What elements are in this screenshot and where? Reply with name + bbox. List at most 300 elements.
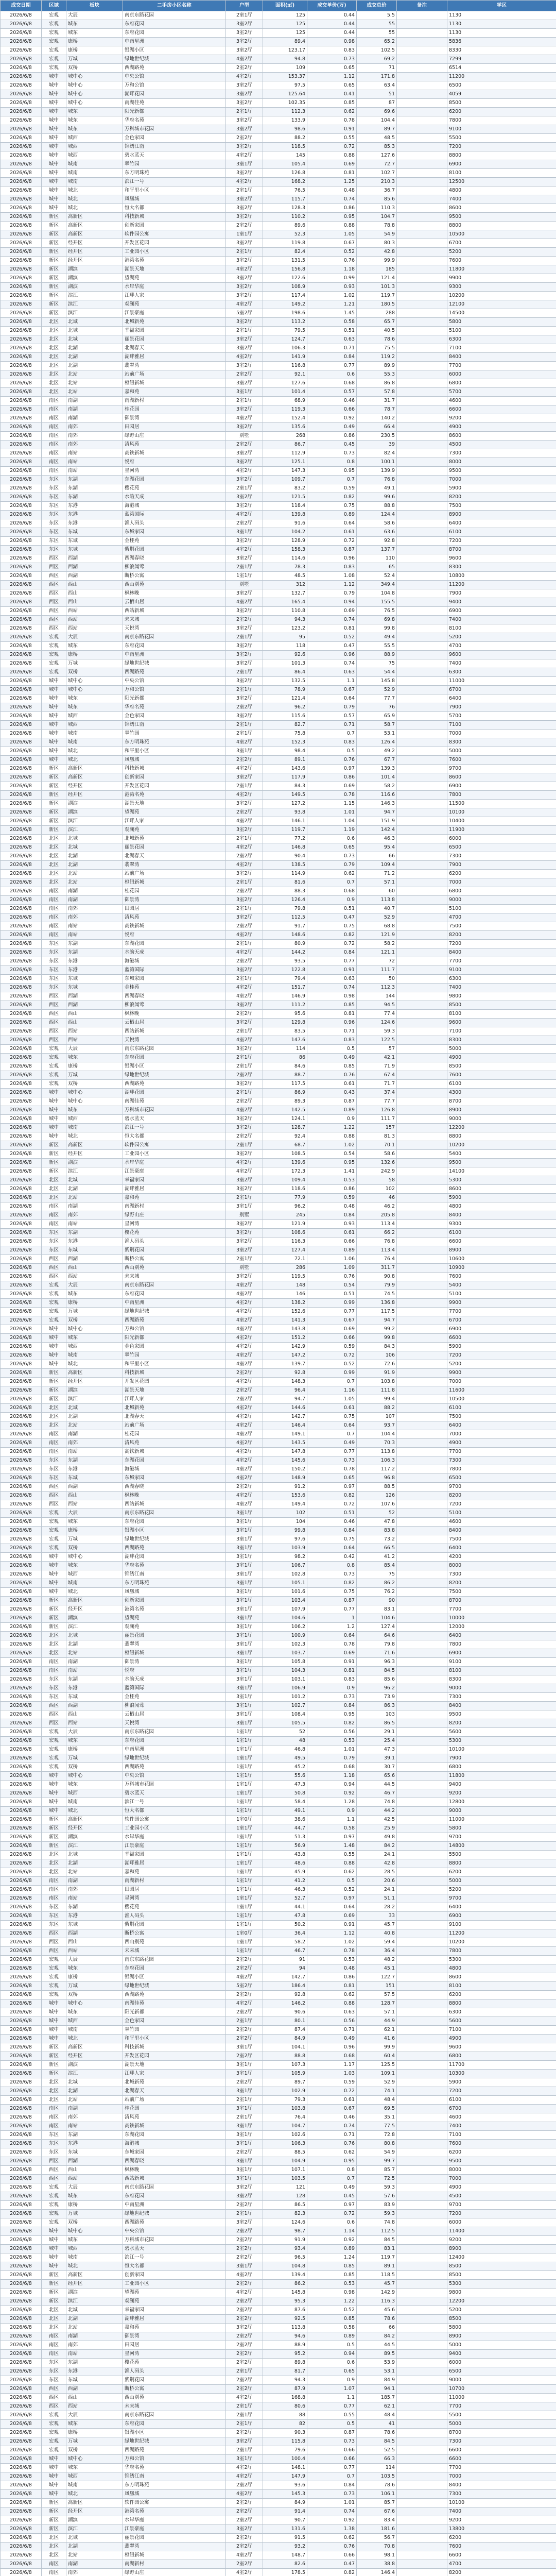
table-row[interactable] [1,493,556,502]
table-row[interactable] [1,1868,556,1877]
table-row[interactable] [1,1535,556,1544]
table-row[interactable] [1,2280,556,2289]
table-row[interactable] [1,1649,556,1658]
table-row[interactable] [1,2183,556,2192]
table-row[interactable] [1,1036,556,1045]
table-row[interactable] [1,808,556,817]
table-row[interactable] [1,651,556,659]
table-row[interactable] [1,712,556,721]
table-row[interactable] [1,2376,556,2385]
table-row[interactable] [1,1667,556,1675]
table-row[interactable] [1,1080,556,1089]
table-row[interactable] [1,1842,556,1851]
table-row[interactable] [1,467,556,476]
header-total-price[interactable]: 成交总价 [357,1,397,11]
table-row[interactable] [1,2253,556,2262]
table-row[interactable] [1,659,556,668]
table-row[interactable] [1,1124,556,1132]
table-row[interactable] [1,826,556,835]
table-row[interactable] [1,458,556,467]
table-row[interactable] [1,1991,556,1999]
table-row[interactable] [1,2446,556,2455]
table-row[interactable] [1,2367,556,2376]
table-row[interactable] [1,1859,556,1868]
table-row[interactable] [1,1325,556,1334]
table-row[interactable] [1,1141,556,1150]
table-row[interactable] [1,2061,556,2070]
table-row[interactable] [1,835,556,843]
table-row[interactable] [1,738,556,747]
table-row[interactable] [1,2271,556,2280]
table-row[interactable] [1,1229,556,1238]
table-row[interactable] [1,1956,556,1964]
table-row[interactable] [1,1255,556,1264]
table-row[interactable] [1,1693,556,1702]
table-row[interactable] [1,1894,556,1903]
header-note[interactable]: 备注 [397,1,447,11]
table-row[interactable] [1,2096,556,2105]
table-row[interactable] [1,230,556,239]
table-row[interactable] [1,1798,556,1807]
table-row[interactable] [1,703,556,712]
table-row[interactable] [1,292,556,300]
table-row[interactable] [1,11,556,20]
table-row[interactable] [1,1851,556,1859]
table-row[interactable] [1,1273,556,1281]
table-row[interactable] [1,1115,556,1124]
table-row[interactable] [1,2017,556,2026]
table-row[interactable] [1,187,556,195]
table-row[interactable] [1,922,556,931]
table-row[interactable] [1,1369,556,1378]
table-row[interactable] [1,1439,556,1448]
table-row[interactable] [1,1605,556,1614]
table-row[interactable] [1,2175,556,2183]
table-row[interactable] [1,1816,556,1824]
table-row[interactable] [1,108,556,116]
table-row[interactable] [1,2236,556,2245]
table-row[interactable] [1,73,556,81]
table-row[interactable] [1,2201,556,2210]
table-row[interactable] [1,213,556,222]
table-row[interactable] [1,1211,556,1220]
table-row[interactable] [1,1019,556,1027]
table-row[interactable] [1,563,556,572]
header-area[interactable]: 面积(㎡) [263,1,307,11]
table-row[interactable] [1,1964,556,1973]
table-row[interactable] [1,222,556,230]
table-row[interactable] [1,1632,556,1640]
table-row[interactable] [1,1027,556,1036]
table-row[interactable] [1,1675,556,1684]
table-row[interactable] [1,1264,556,1273]
table-row[interactable] [1,414,556,423]
table-row[interactable] [1,686,556,694]
table-row[interactable] [1,1132,556,1141]
table-row[interactable] [1,765,556,773]
table-row[interactable] [1,327,556,335]
header-date[interactable]: 成交日期 [1,1,42,11]
table-row[interactable] [1,1623,556,1632]
table-row[interactable] [1,887,556,896]
table-row[interactable] [1,432,556,440]
table-row[interactable] [1,125,556,134]
table-row[interactable] [1,1833,556,1842]
table-row[interactable] [1,931,556,940]
table-row[interactable] [1,1553,556,1562]
table-row[interactable] [1,1456,556,1465]
table-row[interactable] [1,1045,556,1054]
table-row[interactable] [1,1745,556,1754]
table-row[interactable] [1,870,556,878]
table-row[interactable] [1,2420,556,2429]
table-row[interactable] [1,1106,556,1115]
table-row[interactable] [1,984,556,992]
table-row[interactable] [1,800,556,808]
table-row[interactable] [1,791,556,800]
table-row[interactable] [1,2560,556,2569]
table-row[interactable] [1,2157,556,2166]
table-row[interactable] [1,2245,556,2253]
table-row[interactable] [1,2043,556,2052]
table-row[interactable] [1,1728,556,1737]
table-row[interactable] [1,2078,556,2087]
table-row[interactable] [1,633,556,642]
table-row[interactable] [1,528,556,537]
table-row[interactable] [1,151,556,160]
table-row[interactable] [1,1351,556,1360]
table-row[interactable] [1,29,556,38]
table-row[interactable] [1,476,556,484]
table-row[interactable] [1,1465,556,1474]
table-row[interactable] [1,1500,556,1509]
table-row[interactable] [1,1947,556,1956]
table-row[interactable] [1,2332,556,2341]
table-row[interactable] [1,1886,556,1894]
table-row[interactable] [1,379,556,388]
table-row[interactable] [1,1343,556,1351]
table-row[interactable] [1,607,556,616]
table-row[interactable] [1,1719,556,1728]
table-row[interactable] [1,2385,556,2394]
table-row[interactable] [1,2315,556,2324]
table-row[interactable] [1,913,556,922]
table-row[interactable] [1,1010,556,1019]
table-row[interactable] [1,1518,556,1527]
table-row[interactable] [1,2569,556,2576]
table-row[interactable] [1,773,556,782]
table-row[interactable] [1,1238,556,1246]
table-row[interactable] [1,2227,556,2236]
table-row[interactable] [1,20,556,29]
table-row[interactable] [1,1824,556,1833]
table-row[interactable] [1,1448,556,1456]
table-row[interactable] [1,1544,556,1553]
table-row[interactable] [1,2525,556,2534]
table-row[interactable] [1,948,556,957]
table-row[interactable] [1,1167,556,1176]
table-row[interactable] [1,1973,556,1982]
header-block[interactable]: 板块 [66,1,123,11]
table-row[interactable] [1,362,556,370]
table-row[interactable] [1,2148,556,2157]
table-row[interactable] [1,2464,556,2472]
table-row[interactable] [1,169,556,178]
table-row[interactable] [1,2455,556,2464]
table-row[interactable] [1,2359,556,2367]
table-row[interactable] [1,2113,556,2122]
table-row[interactable] [1,2218,556,2227]
table-row[interactable] [1,265,556,274]
table-row[interactable] [1,1308,556,1316]
table-row[interactable] [1,2551,556,2560]
table-row[interactable] [1,756,556,765]
table-row[interactable] [1,1194,556,1202]
table-row[interactable] [1,1404,556,1413]
table-row[interactable] [1,160,556,169]
table-row[interactable] [1,1807,556,1816]
header-layout[interactable]: 户型 [226,1,263,11]
table-row[interactable] [1,1982,556,1991]
table-row[interactable] [1,397,556,405]
table-row[interactable] [1,2122,556,2131]
table-row[interactable] [1,1562,556,1570]
table-row[interactable] [1,1220,556,1229]
table-row[interactable] [1,1938,556,1947]
table-row[interactable] [1,1492,556,1500]
table-row[interactable] [1,2534,556,2543]
header-community[interactable]: 二手房小区名称 [123,1,226,11]
table-row[interactable] [1,423,556,432]
table-row[interactable] [1,668,556,677]
table-row[interactable] [1,353,556,362]
table-row[interactable] [1,992,556,1001]
table-row[interactable] [1,2350,556,2359]
table-row[interactable] [1,624,556,633]
table-row[interactable] [1,1159,556,1167]
table-row[interactable] [1,554,556,563]
table-row[interactable] [1,1202,556,1211]
table-row[interactable] [1,878,556,887]
table-row[interactable] [1,2140,556,2148]
table-row[interactable] [1,2008,556,2017]
table-row[interactable] [1,300,556,309]
table-row[interactable] [1,2035,556,2043]
table-row[interactable] [1,318,556,327]
table-row[interactable] [1,2499,556,2507]
table-row[interactable] [1,782,556,791]
table-row[interactable] [1,1483,556,1492]
table-row[interactable] [1,195,556,204]
table-row[interactable] [1,1710,556,1719]
table-row[interactable] [1,204,556,213]
table-row[interactable] [1,1509,556,1518]
table-row[interactable] [1,519,556,528]
table-row[interactable] [1,143,556,151]
table-row[interactable] [1,440,556,449]
table-row[interactable] [1,2289,556,2297]
table-row[interactable] [1,2402,556,2411]
table-row[interactable] [1,239,556,248]
table-row[interactable] [1,99,556,108]
table-row[interactable] [1,2490,556,2499]
table-row[interactable] [1,2394,556,2402]
table-row[interactable] [1,1421,556,1430]
table-row[interactable] [1,852,556,861]
table-row[interactable] [1,546,556,554]
table-row[interactable] [1,1474,556,1483]
table-row[interactable] [1,1386,556,1395]
table-row[interactable] [1,572,556,581]
table-row[interactable] [1,2481,556,2490]
table-row[interactable] [1,178,556,187]
table-row[interactable] [1,2070,556,2078]
table-row[interactable] [1,1001,556,1010]
table-row[interactable] [1,1570,556,1579]
table-row[interactable] [1,581,556,589]
table-row[interactable] [1,1360,556,1369]
table-row[interactable] [1,2507,556,2516]
table-row[interactable] [1,940,556,948]
table-row[interactable] [1,1912,556,1921]
table-row[interactable] [1,1781,556,1789]
table-row[interactable] [1,1754,556,1763]
table-row[interactable] [1,134,556,143]
table-row[interactable] [1,2543,556,2551]
table-row[interactable] [1,38,556,46]
table-row[interactable] [1,405,556,414]
table-row[interactable] [1,2192,556,2201]
table-row[interactable] [1,2026,556,2035]
table-row[interactable] [1,1737,556,1745]
table-row[interactable] [1,1658,556,1667]
header-unit-price[interactable]: 成交单价(万) [307,1,357,11]
table-row[interactable] [1,1062,556,1071]
table-row[interactable] [1,309,556,318]
table-row[interactable] [1,2437,556,2446]
table-row[interactable] [1,283,556,292]
table-row[interactable] [1,1281,556,1290]
table-row[interactable] [1,957,556,966]
table-row[interactable] [1,370,556,379]
table-row[interactable] [1,2210,556,2218]
table-row[interactable] [1,1054,556,1062]
table-row[interactable] [1,1299,556,1308]
table-row[interactable] [1,589,556,598]
table-row[interactable] [1,1290,556,1299]
table-row[interactable] [1,81,556,90]
table-row[interactable] [1,730,556,738]
table-row[interactable] [1,1999,556,2008]
table-row[interactable] [1,1176,556,1185]
table-row[interactable] [1,1150,556,1159]
table-row[interactable] [1,642,556,651]
table-row[interactable] [1,274,556,283]
header-school[interactable]: 学区 [447,1,556,11]
table-row[interactable] [1,694,556,703]
table-row[interactable] [1,116,556,125]
table-row[interactable] [1,1334,556,1343]
table-row[interactable] [1,90,556,99]
table-row[interactable] [1,2262,556,2271]
table-row[interactable] [1,55,556,64]
table-row[interactable] [1,721,556,730]
table-row[interactable] [1,817,556,826]
table-row[interactable] [1,1430,556,1439]
table-row[interactable] [1,1789,556,1798]
table-row[interactable] [1,2105,556,2113]
table-row[interactable] [1,2306,556,2315]
table-row[interactable] [1,1929,556,1938]
table-row[interactable] [1,388,556,397]
table-row[interactable] [1,1640,556,1649]
table-row[interactable] [1,1903,556,1912]
table-row[interactable] [1,975,556,984]
table-row[interactable] [1,1579,556,1588]
header-district[interactable]: 区域 [42,1,66,11]
table-row[interactable] [1,1185,556,1194]
table-row[interactable] [1,2516,556,2525]
table-row[interactable] [1,335,556,344]
table-row[interactable] [1,2131,556,2140]
table-row[interactable] [1,1395,556,1404]
table-row[interactable] [1,1614,556,1623]
table-row[interactable] [1,861,556,870]
table-row[interactable] [1,64,556,73]
table-row[interactable] [1,677,556,686]
table-row[interactable] [1,1246,556,1255]
table-row[interactable] [1,1877,556,1886]
table-row[interactable] [1,511,556,519]
table-row[interactable] [1,344,556,353]
table-row[interactable] [1,537,556,546]
table-row[interactable] [1,896,556,905]
table-row[interactable] [1,1097,556,1106]
table-row[interactable] [1,2429,556,2437]
table-row[interactable] [1,2087,556,2096]
table-row[interactable] [1,2297,556,2306]
table-row[interactable] [1,2341,556,2350]
table-row[interactable] [1,1597,556,1605]
table-row[interactable] [1,484,556,493]
table-row[interactable] [1,2472,556,2481]
table-row[interactable] [1,2411,556,2420]
table-row[interactable] [1,1684,556,1693]
table-row[interactable] [1,2052,556,2061]
table-row[interactable] [1,598,556,607]
table-row[interactable] [1,449,556,458]
table-row[interactable] [1,616,556,624]
table-row[interactable] [1,966,556,975]
table-row[interactable] [1,747,556,756]
table-row[interactable] [1,1413,556,1421]
table-row[interactable] [1,905,556,913]
table-row[interactable] [1,2324,556,2332]
table-row[interactable] [1,46,556,55]
table-row[interactable] [1,1089,556,1097]
table-row[interactable] [1,1316,556,1325]
table-row[interactable] [1,2166,556,2175]
table-row[interactable] [1,1527,556,1535]
table-row[interactable] [1,843,556,852]
table-row[interactable] [1,502,556,511]
table-row[interactable] [1,1763,556,1772]
table-row[interactable] [1,1378,556,1386]
table-row[interactable] [1,1772,556,1781]
table-row[interactable] [1,248,556,257]
table-row[interactable] [1,1702,556,1710]
table-row[interactable] [1,257,556,265]
